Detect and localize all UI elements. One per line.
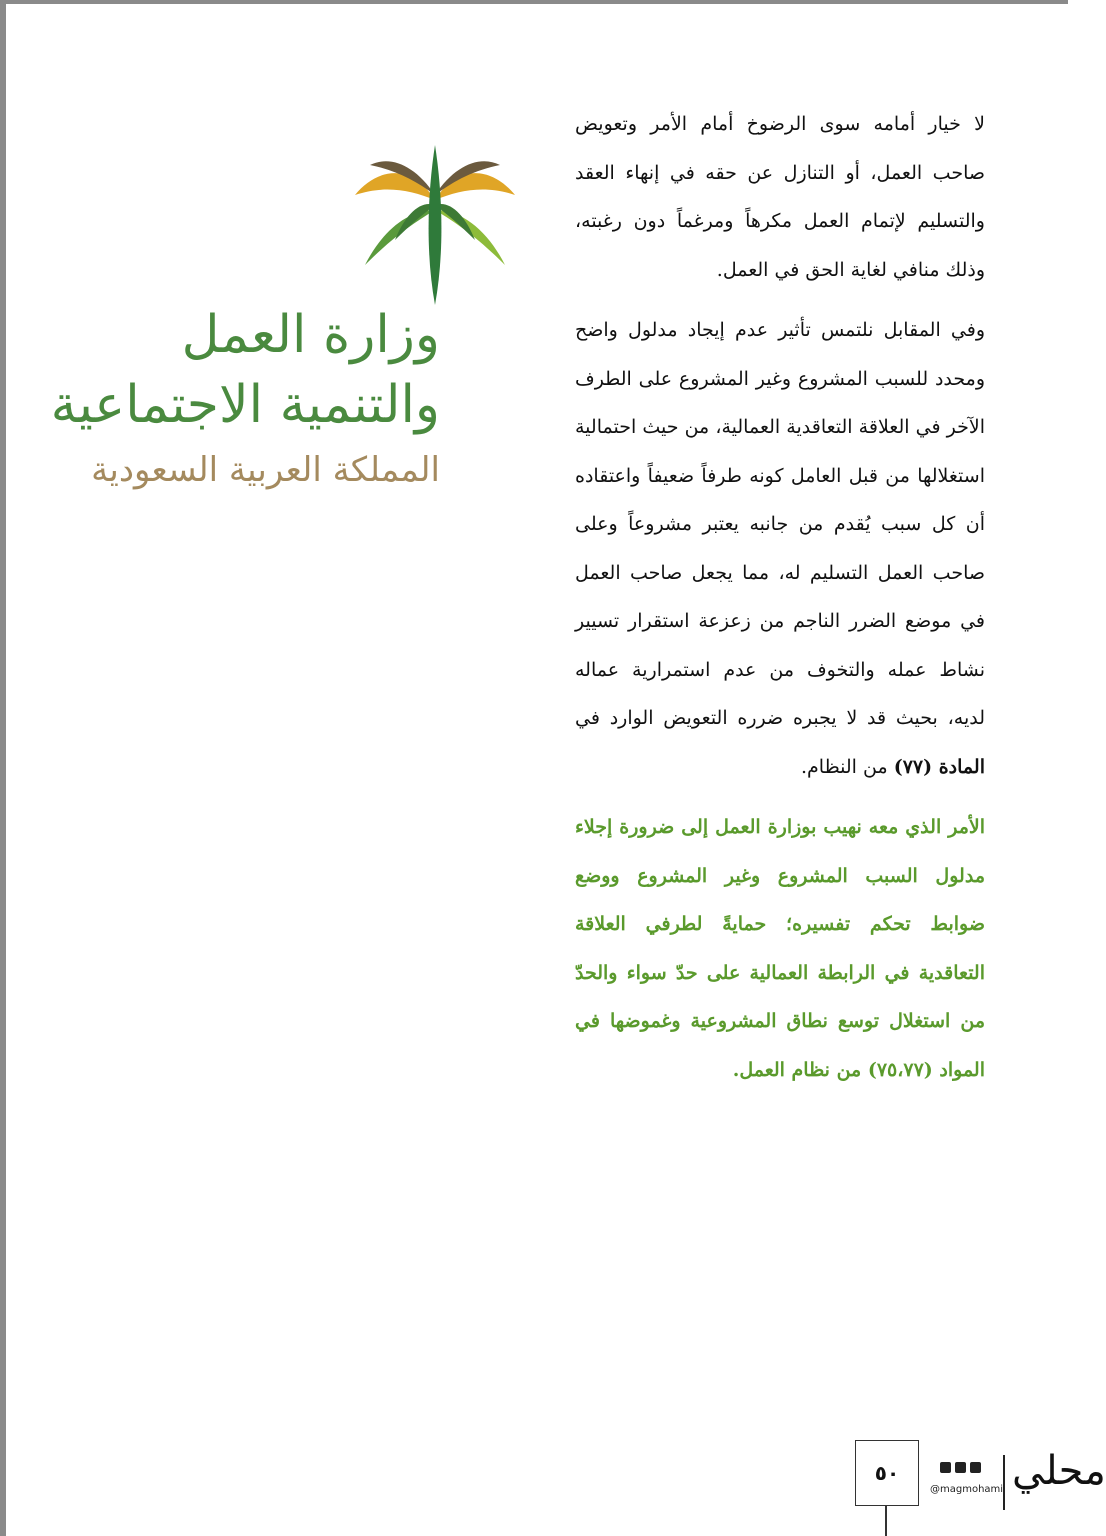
page-edge-left	[0, 0, 6, 1536]
page-number-stem	[885, 1506, 887, 1536]
recommendation-paragraph: الأمر الذي معه نهيب بوزارة العمل إلى ضرورة إجلاء مدلول السبب المشروع وغير المشروع ووضع ضوابط تحكم تفسيره؛ حمايةً لطرفي العلاقة التعاقدية في الرابطة العمالية على حدّ سواء والحدّ من استغلال توسع نطاق المشروعية وغموضها في المواد (٧٥،٧٧) من نظام العمل.	[575, 816, 985, 1081]
page-number: ٥٠	[855, 1440, 919, 1506]
brand-logo: محلي	[1012, 1448, 1106, 1494]
page-edge-top	[0, 0, 1068, 4]
snapchat-icon	[970, 1462, 981, 1473]
body-text	[575, 100, 985, 1106]
social-icons	[940, 1462, 981, 1473]
article-reference: المادة (٧٧)	[893, 755, 985, 778]
twitter-icon	[940, 1462, 951, 1473]
paragraph-2-end: من النظام.	[800, 755, 888, 778]
social-handle: @magmohami	[930, 1484, 1004, 1495]
logo-title-line2: والتنمية الاجتماعية	[50, 375, 440, 435]
logo-title-line1: وزارة العمل	[181, 305, 440, 365]
ministry-logo	[50, 130, 530, 510]
paragraph-2	[575, 306, 985, 791]
instagram-icon	[955, 1462, 966, 1473]
palm-tree-icon	[350, 140, 520, 310]
logo-subtitle: المملكة العربية السعودية	[91, 450, 440, 490]
paragraph-2-text: وفي المقابل نلتمس تأثير عدم إيجاد مدلول واضح ومحدد للسبب المشروع وغير المشروع على الطرف الآخر في العلاقة التعاقدية العمالية، من حيث احتمالية استغلالها من قبل العامل كونه طرفاً ضعيفاً واعتقاده أن كل سبب يُقدم من جانبه يعتبر مشروعاً وعلى صاحب العمل التسليم له، مما يجعل صاحب العمل في موضع الضرر الناجم من زعزعة استقرار تسيير نشاط عمله والتخوف من عدم استمرارية عماله لديه، بحيث قد لا يجبره ضرره التعويض الوارد في	[575, 319, 985, 729]
footer-divider	[1003, 1455, 1005, 1510]
paragraph-1: لا خيار أمامه سوى الرضوخ أمام الأمر وتعويض صاحب العمل، أو التنازل عن حقه في إنهاء العقد والتسليم لإتمام العمل مكرهاً ومرغماً دون رغبته، وذلك منافي لغاية الحق في العمل.	[575, 113, 985, 281]
